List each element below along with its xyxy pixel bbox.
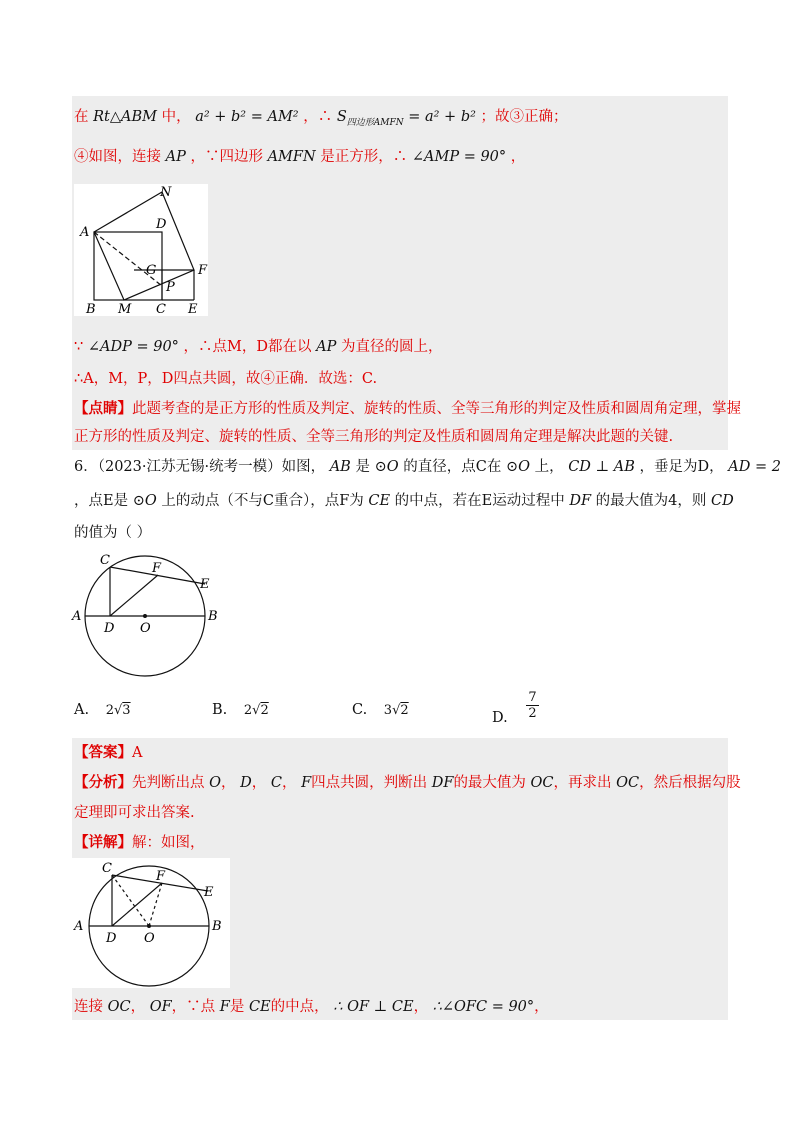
question-line-3: 的值为（ ） <box>74 525 152 541</box>
option-d[interactable]: D. $\frac{7}{2}$ <box>492 690 537 726</box>
label-O: O <box>140 621 151 636</box>
solution-line-1: 在 Rt△ABM 中， a² + b² = AM² ，∴ $S_{四边形AMFN} = a^2 + b^2$ ；故③正确； <box>74 109 568 128</box>
option-a[interactable]: A. 2√3 <box>74 702 131 718</box>
figure-circle-solution <box>72 858 230 988</box>
label-B: B <box>208 609 218 624</box>
label-D: D <box>104 621 115 636</box>
figure-squares-svg <box>74 184 208 316</box>
label-C: C <box>102 861 112 876</box>
label-O: O <box>144 931 155 946</box>
figure-circle-question <box>70 548 220 678</box>
label-C: C <box>100 553 110 568</box>
figure-squares <box>74 184 208 316</box>
option-c[interactable]: C. 3√2 <box>352 702 409 718</box>
detail-last-line: 连接 OC， OF，∵点 F是 CE的中点， ∴ OF ⊥ CE， ∴∠OFC = 90°， <box>74 999 549 1015</box>
math-area: $S_{四边形AMFN} = a^2 + b^2$ <box>336 109 476 128</box>
option-b[interactable]: B. 2√2 <box>212 702 269 718</box>
label-A: A <box>74 919 84 934</box>
math-pythag: a² + b² = AM² <box>195 109 299 125</box>
solution-line-3: ∵ ∠ADP = 90° ，∴点M，D都在以 AP 为直径的圆上， <box>74 339 443 355</box>
analysis-line-2: 定理即可求出答案. <box>74 805 195 821</box>
label-F: F <box>152 561 162 576</box>
comment-line-2: 正方形的性质及判定、旋转的性质、全等三角形的判定及性质和圆周角定理是解决此题的关键. <box>74 429 674 445</box>
label-A: A <box>80 225 90 240</box>
detail-line: 【详解】解：如图， <box>74 834 205 851</box>
solution-line-2: ④如图，连接 AP ，∵四边形 AMFN 是正方形，∴ ∠AMP = 90° ， <box>74 149 526 165</box>
label-B: B <box>86 302 96 316</box>
label-A: A <box>72 609 82 624</box>
label-E: E <box>204 885 214 900</box>
label-M: M <box>118 302 132 316</box>
label-D: D <box>156 217 167 232</box>
question-line-2: ，点E是 ⊙O 上的动点（不与C重合），点F为 CE 的中点，若在E运动过程中 DF 的最大值为4，则 CD <box>74 493 734 509</box>
label-E: E <box>200 577 210 592</box>
figure-circle-question-svg <box>70 548 220 678</box>
label-P: P <box>166 280 175 295</box>
label-N: N <box>160 185 172 200</box>
figure-circle-solution-svg <box>72 858 230 988</box>
label-G: G <box>146 263 157 278</box>
question-line-1: 6．（2023·江苏无锡·统考一模）如图， AB 是 ⊙O 的直径，点C在 ⊙O 上， CD ⊥ AB ，垂足为D， AD = 2 <box>74 459 781 475</box>
label-D: D <box>106 931 117 946</box>
label-B: B <box>212 919 222 934</box>
analysis-line-1: 【分析】先判断出点 O， D， C， F四点共圆，判断出 DF的最大值为 OC，再求出 OC，然后根据勾股 <box>74 774 741 791</box>
solution-line-4: ∴A，M，P，D四点共圆，故④正确．故选：C. <box>74 371 378 387</box>
math-rt-abm: Rt△ABM <box>93 109 157 125</box>
label-F: F <box>198 263 208 278</box>
label-F: F <box>156 869 166 884</box>
label-C: C <box>156 302 166 316</box>
answer-line: 【答案】A <box>74 744 143 761</box>
comment-line-1: 【点睛】此题考查的是正方形的性质及判定、旋转的性质、全等三角形的判定及性质和圆周角定理，掌握 <box>74 400 741 417</box>
label-E: E <box>188 302 198 316</box>
